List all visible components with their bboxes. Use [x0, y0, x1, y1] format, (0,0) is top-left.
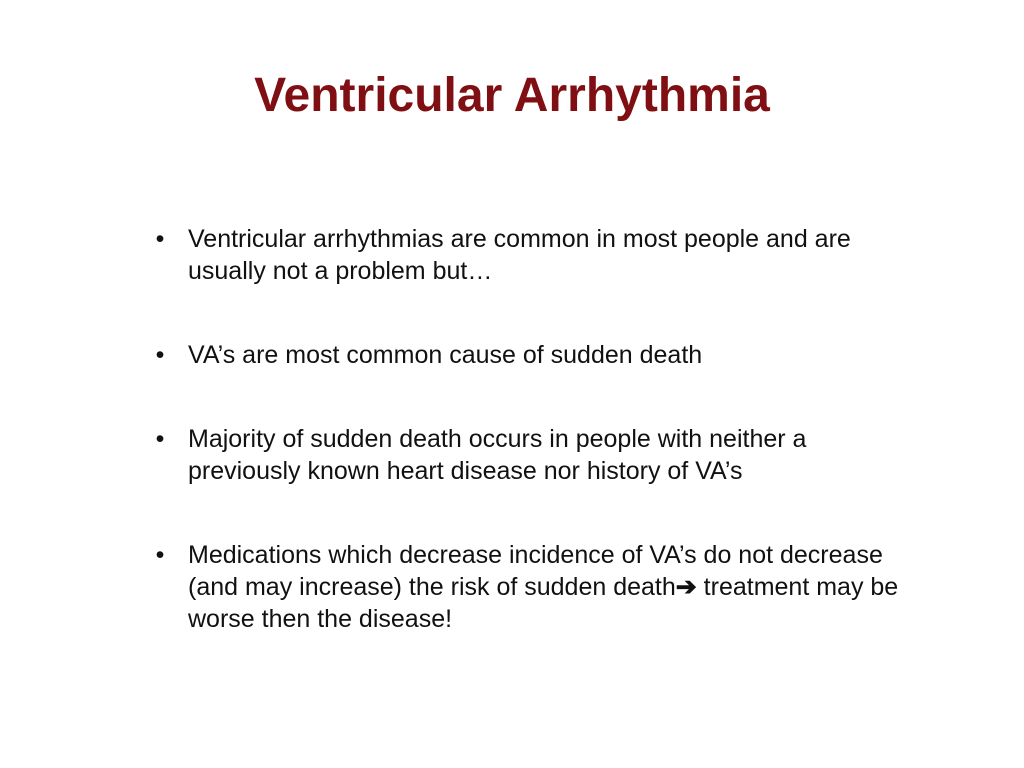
bullet-item — [150, 339, 910, 371]
bullet-dot: • — [155, 341, 165, 369]
right-arrow-icon: ➔ — [675, 573, 697, 601]
bullet-item — [150, 423, 910, 487]
bullet-text — [188, 539, 910, 635]
slide-title: Ventricular Arrhythmia — [254, 69, 770, 122]
bullet-item — [150, 539, 910, 635]
bullet-item — [150, 223, 910, 287]
bullet-list — [150, 223, 910, 687]
bullet-dot: • — [155, 225, 165, 253]
bullet-text-before: Medications which decrease incidence of VA’s do not decrease (and may increase) the risk of sudden death — [188, 541, 883, 601]
bullet-dot: • — [155, 541, 165, 569]
bullet-text: VA’s are most common cause of sudden death — [188, 341, 703, 369]
bullet-text-after: treatment may be worse then the disease! — [188, 573, 899, 633]
bullet-text: Ventricular arrhythmias are common in most people and are usually not a problem but… — [188, 225, 851, 285]
bullet-dot: • — [155, 425, 165, 453]
bullet-text: Majority of sudden death occurs in people with neither a previously known heart disease nor history of VA’s — [188, 425, 807, 485]
